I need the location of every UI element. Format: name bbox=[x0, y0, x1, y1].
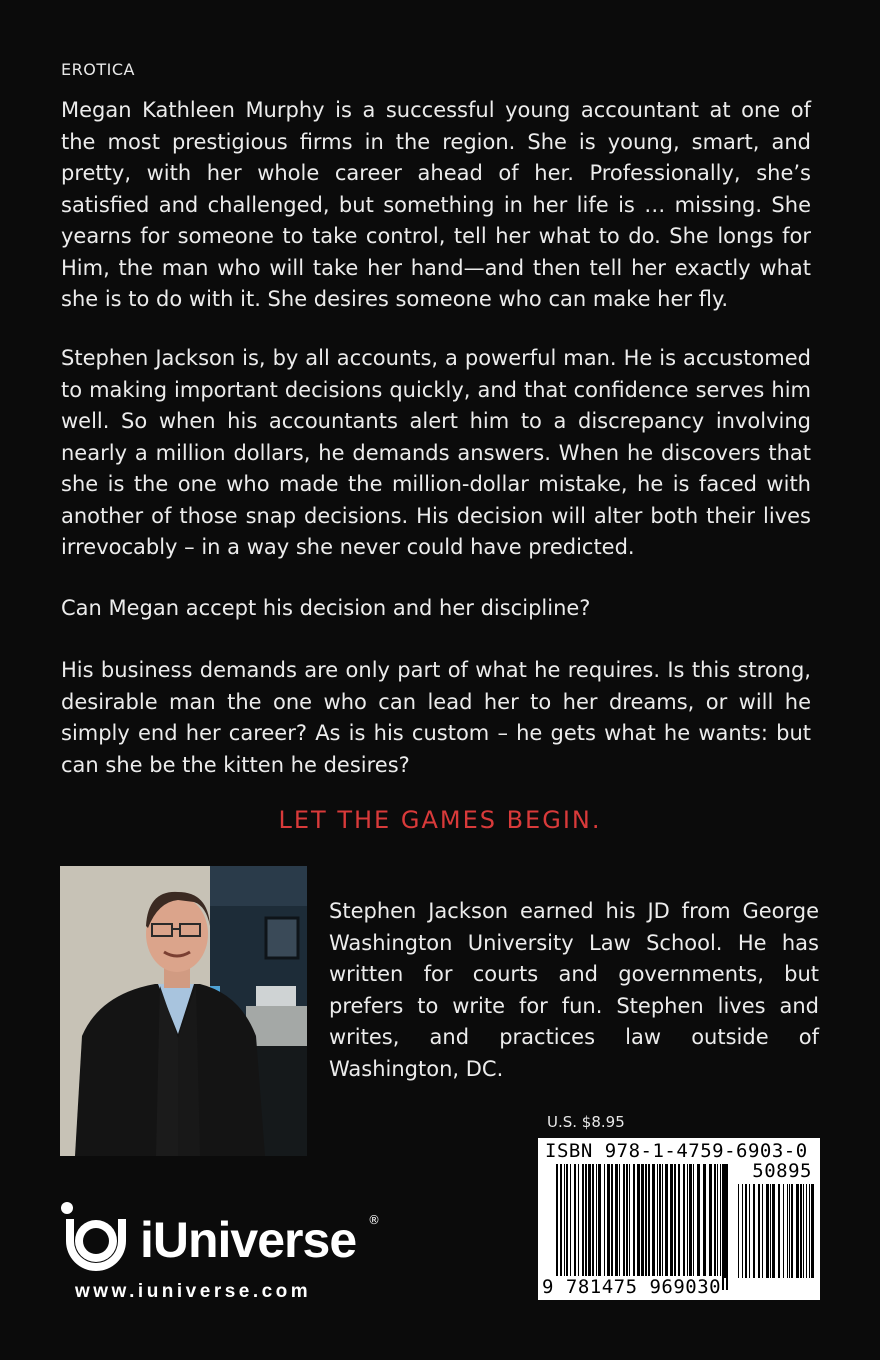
price-code: 50895 bbox=[752, 1160, 812, 1182]
iuniverse-logo-icon bbox=[58, 1197, 138, 1277]
isbn-number: ISBN 978-1-4759-6903-0 bbox=[545, 1140, 808, 1162]
ean-digits: 9 781475 969030 bbox=[542, 1276, 722, 1298]
publisher-name: iUniverse bbox=[140, 1212, 357, 1268]
price-label: U.S. $8.95 bbox=[547, 1113, 625, 1131]
blurb-paragraph-1: Megan Kathleen Murphy is a successful young accountant at one of the most prestigious firms in the region. She is young, smart, and pretty, with her whole career ahead of her. Professionally, she’s satisfied and challenged, but something in her life is … missing. She yearns for someone to take control, tell her what to do. She longs for Him, the man who will take her hand—and then tell her exactly what she is to do with it. She desires someone who can make her fly. bbox=[61, 98, 811, 311]
blurb-paragraph-3: Can Megan accept his decision and her discipline? bbox=[61, 596, 591, 620]
blurb-paragraph-4: His business demands are only part of what he requires. Is this strong, desirable man the one who can lead her to her dreams, or will he simply end her career? As is his custom – he gets what he wants: but can she be the kitten he desires? bbox=[61, 658, 811, 777]
author-bio: Stephen Jackson earned his JD from George Washington University Law School. He has written for courts and governments, but prefers to write for fun. Stephen lives and writes, and practices law outside of Washington, DC. bbox=[329, 899, 819, 1081]
registered-mark: ® bbox=[368, 1213, 380, 1227]
blurb-paragraph-2: Stephen Jackson is, by all accounts, a powerful man. He is accustomed to making important decisions quickly, and that confidence serves him well. So when his accountants alert him to a discrepancy involving nearly a million dollars, he demands answers. When he discovers that she is the one who made the million-dollar mistake, he is faced with another of those snap decisions. His decision will alter both their lives irrevocably – in a way she never could have predicted. bbox=[61, 346, 811, 559]
tagline: LET THE GAMES BEGIN. bbox=[278, 806, 602, 834]
genre-label: EROTICA bbox=[61, 60, 135, 79]
isbn-barcode bbox=[538, 1138, 820, 1300]
publisher-url: www.iuniverse.com bbox=[75, 1281, 312, 1302]
author-photo bbox=[60, 866, 307, 1156]
publisher-logo bbox=[58, 1197, 388, 1277]
